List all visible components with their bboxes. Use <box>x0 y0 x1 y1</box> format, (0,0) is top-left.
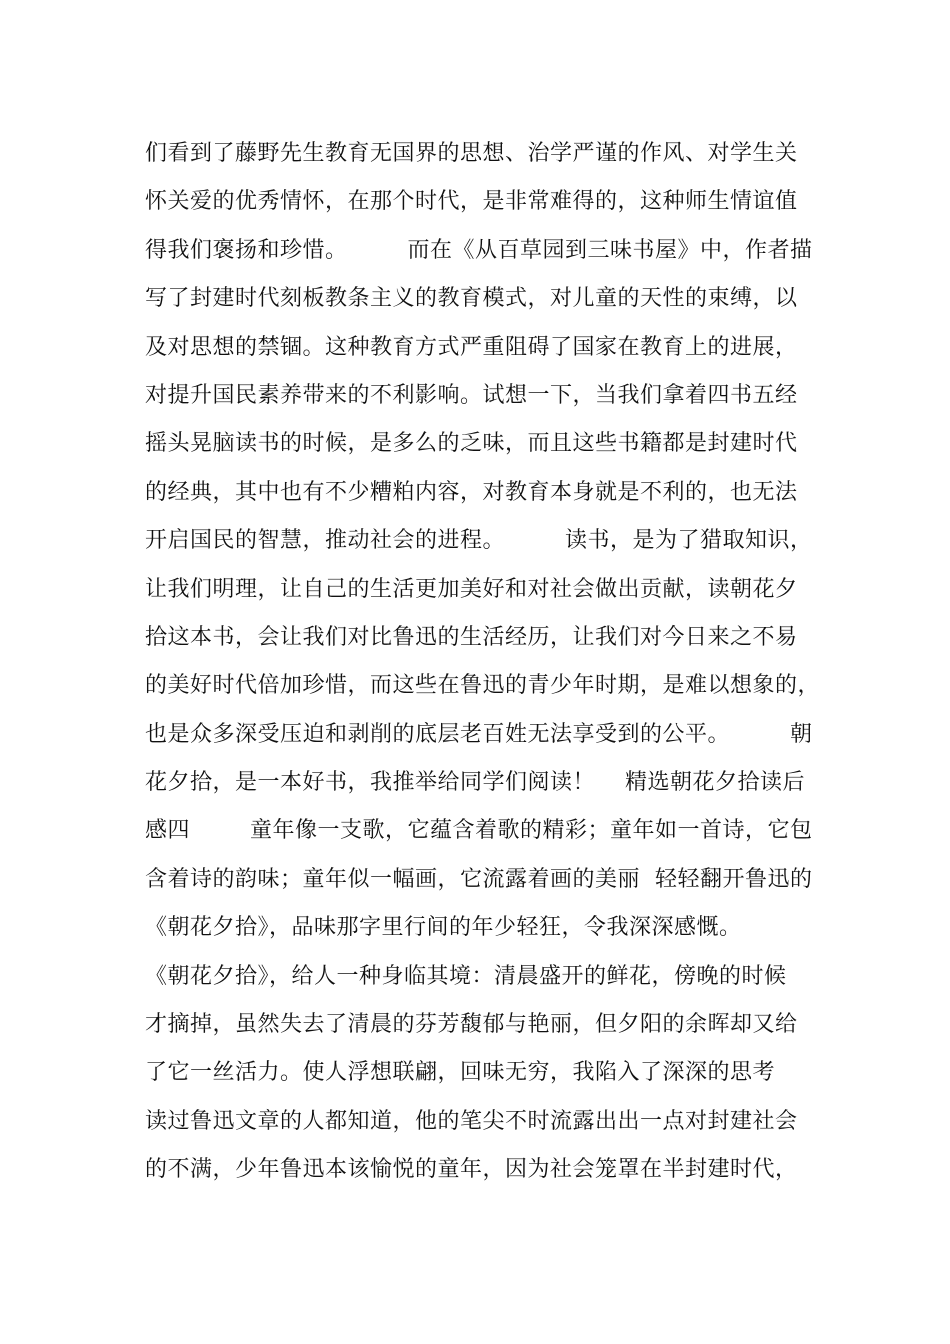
text-line: 感四 童年像一支歌，它蕴含着歌的精彩；童年如一首诗，它包 <box>145 818 813 844</box>
text-line: 《朝花夕拾》，给人一种身临其境：清晨盛开的鲜花，傍晚的时候 <box>145 963 787 989</box>
text-line: 才摘掉，虽然失去了清晨的芬芳馥郁与艳丽，但夕阳的余晖却又给 <box>145 1012 798 1038</box>
text-line: 读过鲁迅文章的人都知道，他的笔尖不时流露出出一点对封建社会 <box>145 1108 798 1134</box>
text-line: 怀关爱的优秀情怀，在那个时代，是非常难得的，这种师生情谊值 <box>145 189 798 215</box>
body-text <box>145 130 835 1195</box>
text-line: 们看到了藤野先生教育无国界的思想、治学严谨的作风、对学生关 <box>145 141 798 166</box>
text-line: 摇头晃脑读书的时候，是多么的乏味，而且这些书籍都是封建时代 <box>145 431 798 457</box>
text-line: 得我们褒扬和珍惜。 而在《从百草园到三味书屋》中，作者描 <box>145 237 813 263</box>
text-line: 的美好时代倍加珍惜，而这些在鲁迅的青少年时期，是难以想象的， <box>145 673 821 699</box>
text-line: 及对思想的禁锢。这种教育方式严重阻碍了国家在教育上的进展， <box>145 334 798 360</box>
text-line: 写了封建时代刻板教条主义的教育模式，对儿童的天性的束缚，以 <box>145 286 798 312</box>
text-line: 对提升国民素养带来的不利影响。试想一下，当我们拿着四书五经 <box>145 382 798 408</box>
text-line: 拾这本书，会让我们对比鲁迅的生活经历，让我们对今日来之不易 <box>145 624 798 650</box>
text-line: 的不满，少年鲁迅本该愉悦的童年，因为社会笼罩在半封建时代， <box>145 1157 798 1183</box>
text-line: 让我们明理，让自己的生活更加美好和对社会做出贡献，读朝花夕 <box>145 576 798 602</box>
text-line: 含着诗的韵味；童年似一幅画，它流露着画的美丽 轻轻翻开鲁迅的 <box>145 866 813 892</box>
text-line: 的经典，其中也有不少糟粕内容，对教育本身就是不利的，也无法 <box>145 479 798 505</box>
text-line: 《朝花夕拾》，品味那字里行间的年少轻狂，令我深深感慨。 <box>145 915 742 941</box>
text-line: 了它一丝活力。使人浮想联翩，回味无穷，我陷入了深深的思考 <box>145 1060 776 1086</box>
text-line: 也是众多深受压迫和剥削的底层老百姓无法享受到的公平。 朝 <box>145 721 813 747</box>
text-line: 开启国民的智慧，推动社会的进程。 读书，是为了猎取知识， <box>145 528 813 554</box>
text-line: 花夕拾，是一本好书，我推举给同学们阅读！ 精选朝花夕拾读后 <box>145 770 805 796</box>
